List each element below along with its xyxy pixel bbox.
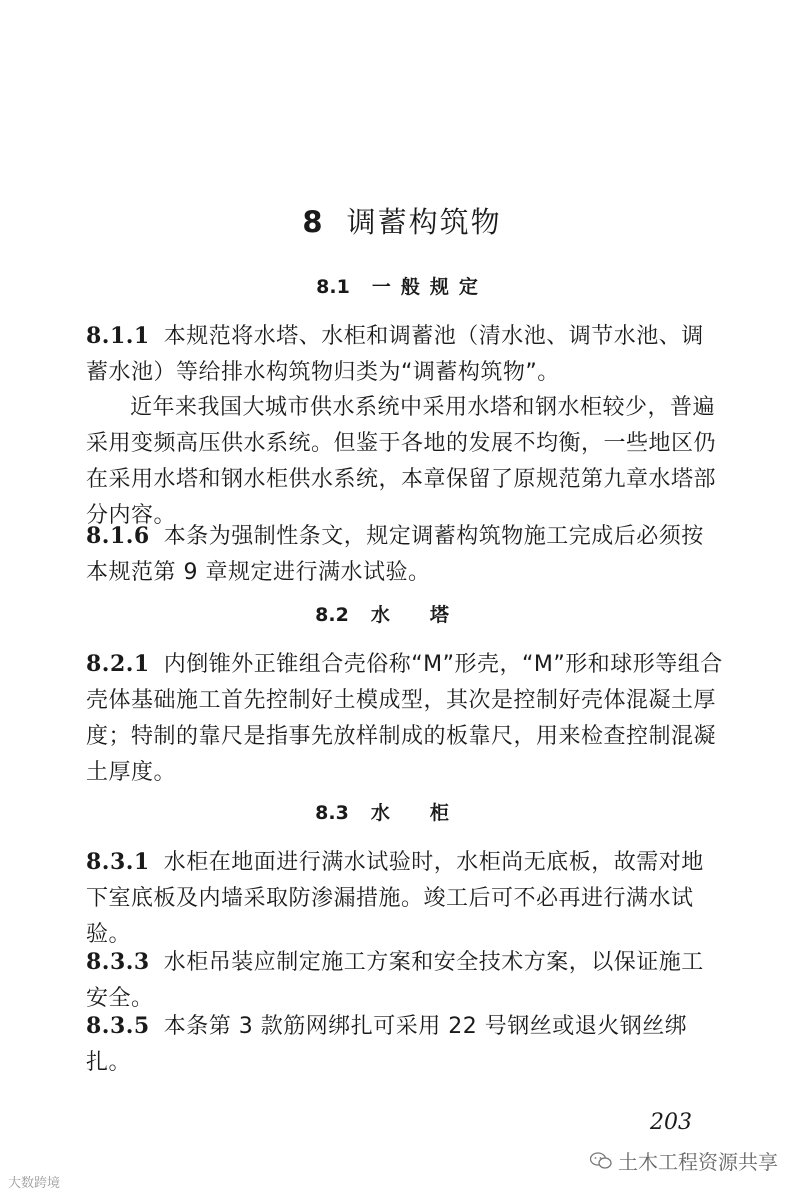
clause-8-3-5 xyxy=(86,1008,726,1081)
section-number: 8.3 xyxy=(315,802,349,824)
clause-8-1-6 xyxy=(86,518,726,591)
watermark-right xyxy=(590,1146,778,1175)
clause-text: 本规范将水塔、水柜和调蓄池（清水池、调节水池、调蓄水池）等给排水构筑物归类为“调蓄构筑物”。 xyxy=(86,324,704,385)
clause-text: 水柜吊装应制定施工方案和安全技术方案，以保证施工安全。 xyxy=(86,950,704,1011)
wechat-icon xyxy=(590,1152,612,1170)
clause-8-1-1 xyxy=(86,318,726,391)
section-title: 水塔 xyxy=(370,604,489,626)
clause-number: 8.3.3 xyxy=(86,949,150,975)
watermark-left xyxy=(8,1172,60,1191)
clause-number: 8.3.1 xyxy=(86,849,150,875)
paragraph-text: 近年来我国大城市供水系统中采用水塔和钢水柜较少，普遍采用变频高压供水系统。但鉴于各地的发展不均衡，一些地区仍在采用水塔和钢水柜供水系统，本章保留了原规范第九章水塔部分内容。 xyxy=(86,395,717,528)
clause-8-2-1 xyxy=(86,646,726,791)
clause-text: 水柜在地面进行满水试验时，水柜尚无底板，故需对地下室底板及内墙采取防渗漏措施。竣工后可不必再进行满水试验。 xyxy=(86,850,704,947)
page-number: 203 xyxy=(650,1110,692,1135)
clause-number: 8.3.5 xyxy=(86,1013,150,1039)
chapter-title xyxy=(0,200,804,241)
clause-8-3-3 xyxy=(86,944,726,1017)
clause-number: 8.1.1 xyxy=(86,323,150,349)
chapter-number: 8 xyxy=(302,205,325,239)
section-title: 水柜 xyxy=(370,802,489,824)
paragraph-background xyxy=(86,390,726,534)
chapter-name: 调蓄构筑物 xyxy=(346,205,502,239)
section-heading-8-1 xyxy=(0,272,804,299)
clause-8-3-1 xyxy=(86,844,726,953)
section-heading-8-2 xyxy=(0,600,804,627)
clause-text: 内倒锥外正锥组合壳俗称“M”形壳，“M”形和球形等组合壳体基础施工首先控制好土模成型，其次是控制好壳体混凝土厚度；特制的靠尺是指事先放样制成的板靠尺，用来检查控制混凝土厚度。 xyxy=(86,652,723,785)
clause-number: 8.2.1 xyxy=(86,651,150,677)
section-number: 8.1 xyxy=(316,276,350,298)
section-heading-8-3 xyxy=(0,798,804,825)
section-title: 一般规定 xyxy=(371,276,488,298)
watermark-left-text: 大数跨境 xyxy=(8,1176,61,1191)
watermark-right-text: 土木工程资源共享 xyxy=(618,1150,778,1174)
section-number: 8.2 xyxy=(315,604,349,626)
clause-number: 8.1.6 xyxy=(86,523,150,549)
clause-text: 本条为强制性条文，规定调蓄构筑物施工完成后必须按本规范第 9 章规定进行满水试验。 xyxy=(86,524,704,585)
clause-text: 本条第 3 款筋网绑扎可采用 22 号钢丝或退火钢丝绑扎。 xyxy=(86,1014,688,1075)
